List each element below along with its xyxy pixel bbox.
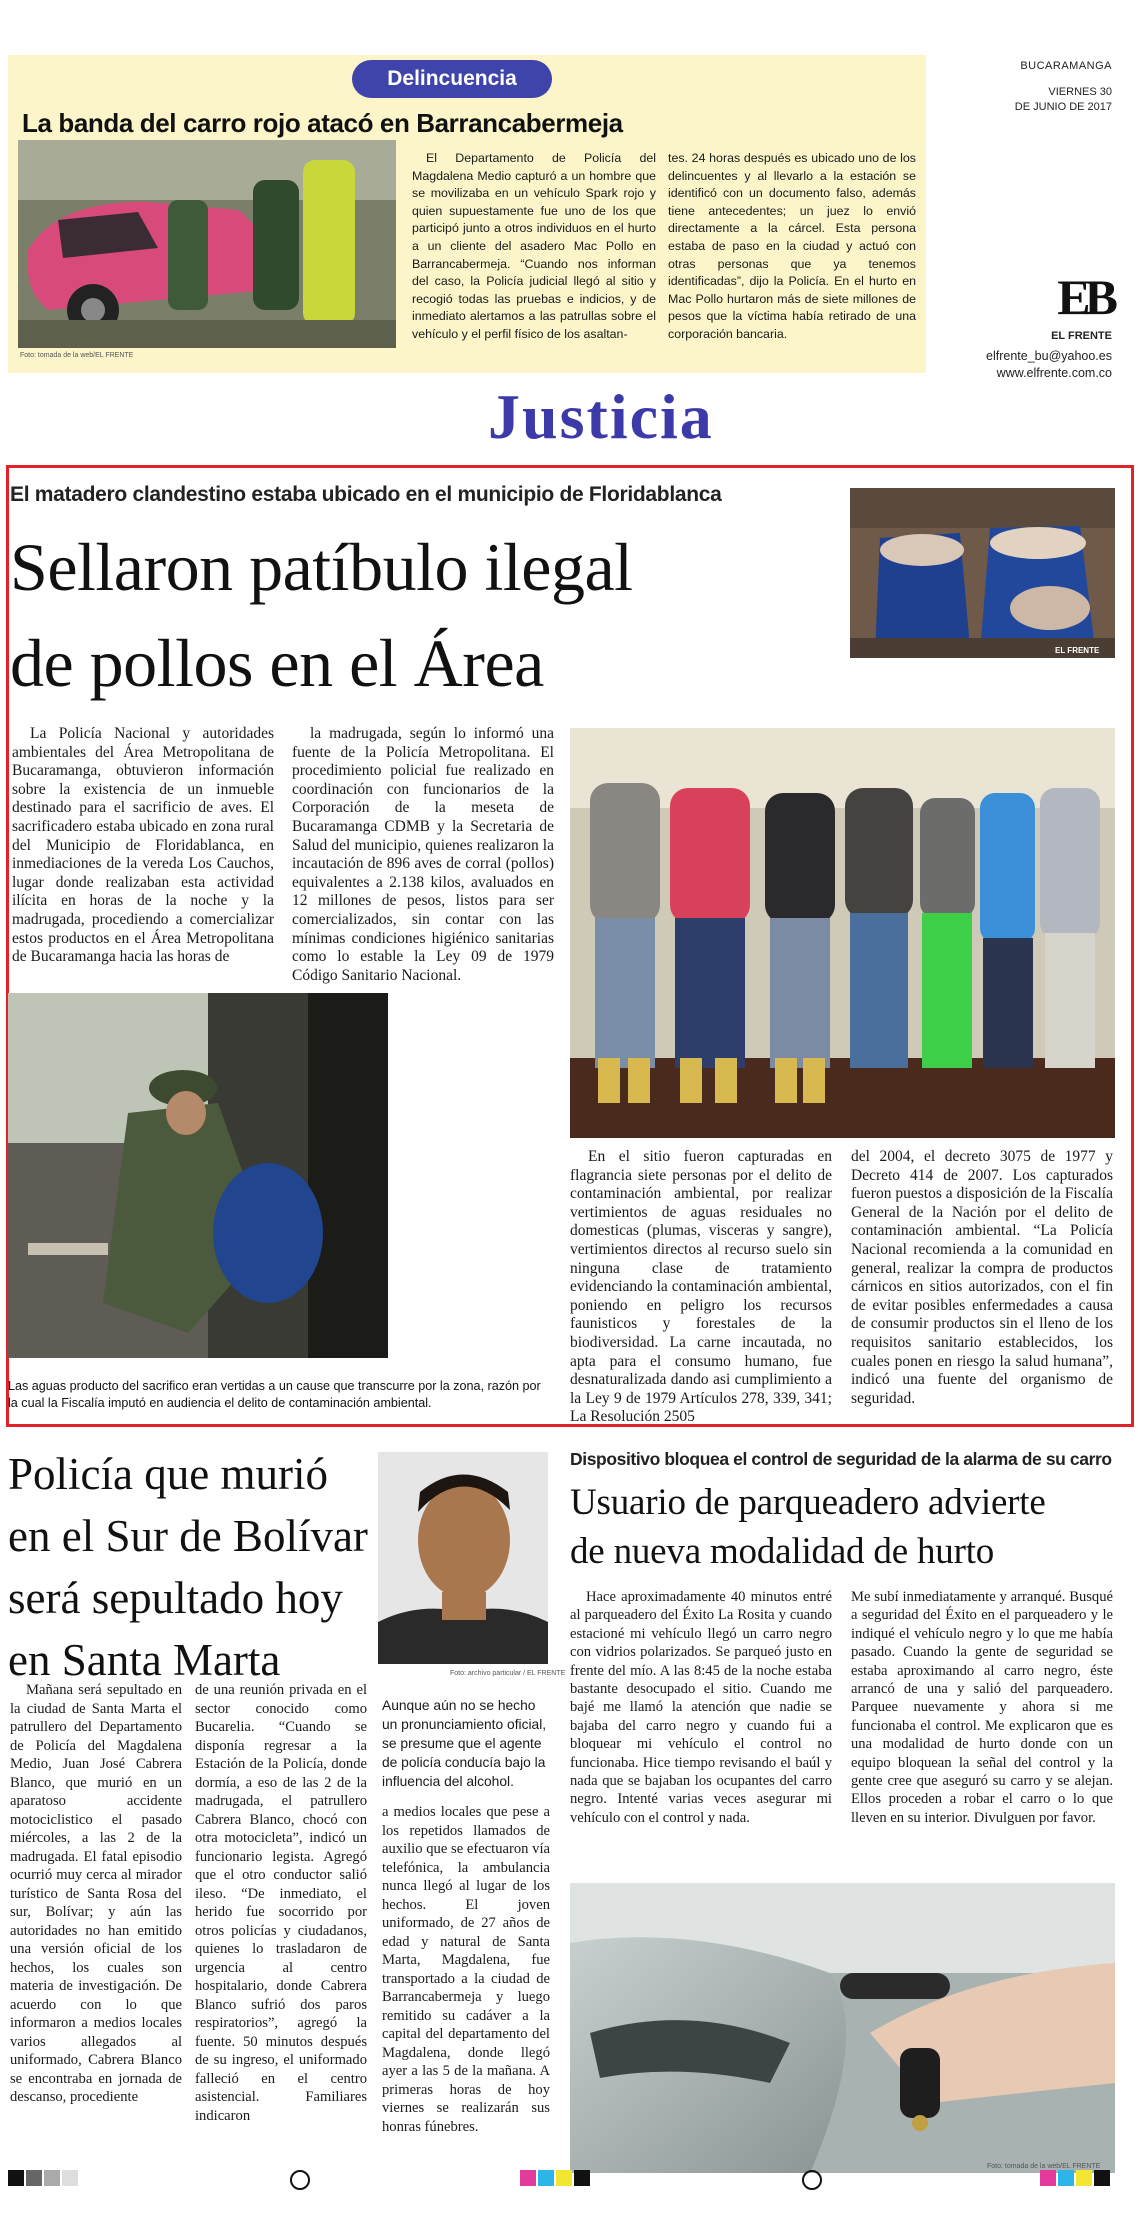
parking-kicker: Dispositivo bloquea el control de seguridad de la alarma de su carro [570, 1449, 1112, 1469]
section-banner: Justicia [488, 381, 714, 452]
police-headline-line-3: será sepultado hoy [8, 1573, 343, 1623]
photo-credit: Foto: tomada de la web/EL FRENTE [987, 2163, 1101, 2170]
parking-headline-line-1: Usuario de parqueadero advierte [570, 1482, 1046, 1523]
website: www.elfrente.com.co [996, 366, 1112, 380]
teaser-column-1: El Departamento de Policía del Magdalena Medio capturó a un hombre que se movilizaba en un vehículo Spark rojo y quien supuestamente fue uno de los que participó junto a otros individuos en el hurto a un cliente del asadero Mac Pollo en Barrancabermeja. “Cuando nos informan del caso, la Policía judicial llegó al sitio y recogió todas las pruebas e indicios, y de inmediato alertamos a las patrullas sobre el vehículo y el perfil físico de los asaltan- [412, 151, 656, 341]
photo-credit: Foto: tomada de la web/EL FRENTE [20, 352, 134, 359]
police-officer-portrait [378, 1452, 548, 1664]
teaser-column-2: tes. 24 horas después es ubicado uno de los delincuentes y al llevarlo a la estación se identificó con un documento falso, además tiene antecedentes; un juez lo envió directamente a la cárcel. Esta persona estaba de paso en la ciudad y actuó con otras personas que ya tenemos identificadas”, dijo la Policía. En el hurto en Mac Pollo hurtaron más de siete millones de pesos que la víctima había retirado de una corporación bancaria. [668, 151, 916, 341]
article-headline-line-2: de pollos en el Área [10, 625, 544, 701]
parking-column-2: Me subí inmediatamente y arranqué. Busqué a seguridad del Éxito en el parqueadero y le indiqué el vehículo negro y lo que me había pasado. Cuando la gente de seguridad se estaba aproximando al carro negro, éste arrancó de una y salió del parqueadero. Parquee nuevamente y ahora si me funcionaba el control. Me explicaron que es una modalidad de hurto donde con un equipo bloquean la señal del control y la gente cree que aseguró su carro y se alejan. Ellos proceden a robar el carro o lo que lleven en su interior. Divulguen por favor. [851, 1589, 1113, 1826]
main-column-2: la madrugada, según lo informó una fuente de la Policía Metropolitana. El procedimiento policial fue realizado en coordinación con funcionarios de la Corporación de la meseta de Bucaramanga CDMB y la Secretaria de Salud del municipio, quienes realizaron la incautación de 896 aves de corral (pollos) equivalentes a 2.138 kilos, avaluados en 12 millones de pesos, listos para ser comercializados, sin contar con las mínimas condiciones higiénico sanitarias como lo estable la Ley 09 de 1979 Código Sanitario Nacional. [292, 725, 554, 984]
color-bar-right [1040, 2170, 1130, 2190]
main-column-1: La Policía Nacional y autoridades ambientales del Área Metropolitana de Bucaramanga, obtuvieron información sobre la existencia de un inmueble destinado para el sacrificio de aves. El sacrificadero estaba ubicado en zona rural del Municipio de Floridablanca, en inmediaciones de la vereda Los Cauchos, lugar donde realizaban esta actividad ilícita en horas de la noche y la madrugada, procediendo a comercializar estos productos en el Área Metropolitana de Bucaramanga hacia las horas de [12, 725, 274, 966]
photo-credit: EL FRENTE [1055, 646, 1100, 655]
teaser-title: La banda del carro rojo atacó en Barrancabermeja [22, 108, 623, 138]
main-column-3: En el sitio fueron capturadas en flagrancia siete personas por el delito de contaminación ambiental, por realizar vertimientos de aguas residuales no domesticas (plumas, visceras y sangre), vertimientos directos al recurso suelo sin ninguna clase de tratamiento evidenciando la contaminación ambiental, poniendo en peligro los recursos faunisticos y forestales de la biodiversidad. La carne incautada, no apta para el consumo humano, fue desnaturalizada dando asi cumplimiento a la Ley 9 de 1979 Artículos 278, 339, 341; La Resolución 2505 [570, 1148, 832, 1426]
date-weekday: VIERNES 30 [1048, 86, 1112, 98]
parking-headline-line-2: de nueva modalidad de hurto [570, 1531, 995, 1572]
officer-photo [8, 993, 388, 1358]
police-headline-line-4: en Santa Marta [8, 1635, 281, 1685]
photo-caption: Las aguas producto del sacrifico eran vertidas a un cause que transcurre por la zona, razón por la cual la Fiscalía imputó en audiencia el delito de contaminación ambiental. [8, 1379, 541, 1411]
police-column-1: Mañana será sepultado en la ciudad de Santa Marta el patrullero del Departamento de Policía del Magdalena Medio, Juan José Cabrera Blanco, que murió en un aparatoso accidente motociclistico el pasado miércoles, a las 2 de la madrugada. El fatal episodio ocurrió muy cerca al mirador turístico de Santa Rosa del sur, Bolívar; y aún las autoridades no han emitido una versión oficial de los hechos, los cuales son materia de investigación. De acuerdo con lo que informaron a medios locales varios allegados al uniformado, Cabrera Blanco se encontraba en jornada de descanso, procediente [10, 1682, 182, 2105]
main-column-4: del 2004, el decreto 3075 de 1977 y Decreto 414 de 2007. Los capturados fueron puestos a disposición de la Fiscalía General de la Nación por el delito de contaminación ambiental. “La Policía Nacional recomienda a la comunidad en general, realizar la compra de productos cárnicos en sitios autorizados, con el fin de evitar posibles enfermedades a causa de consumir productos sin el lleno de los requisitos sanitario establecidos, los cuales ponen en riesgo la salud humana”, indicó una fuente del organismo de seguridad. [851, 1148, 1113, 1407]
article-kicker: El matadero clandestino estaba ubicado en el municipio de Floridablanca [10, 483, 722, 506]
contact-email: elfrente_bu@yahoo.es [986, 349, 1112, 363]
newspaper-logo: EB [1057, 269, 1112, 325]
color-bar-left [8, 2170, 308, 2190]
section-label-delincuencia: Delincuencia [352, 60, 552, 98]
newspaper-name: EL FRENTE [1051, 330, 1112, 342]
color-bar-middle [520, 2170, 610, 2190]
police-column-3: a medios locales que pese a los repetidos llamados de auxilio que se efectuaron vía telefónica, la ambulancia nunca llegó al lugar de los hechos. El joven uniformado, de 27 años de edad y natural de Santa Marta, Magdalena, fue transportado a la ciudad de Barrancabermeja y luego remitido su cadáver a la capital del departamento del Magdalena, donde llegó ayer a las 5 de la mañana. A primeras horas de hoy viernes se realizarán sus honras fúnebres. [382, 1804, 550, 2135]
photo-note: Aunque aún no se hecho un pronunciamiento oficial, se presume que el agente de policía conducía bajo la influencia del alcohol. [382, 1698, 547, 1789]
detainees-photo [570, 728, 1115, 1138]
chicken-bags-photo [850, 488, 1115, 658]
article-headline-line-1: Sellaron patíbulo ilegal [10, 529, 633, 605]
police-headline-line-2: en el Sur de Bolívar [8, 1511, 368, 1561]
registration-mark-icon [290, 2170, 310, 2190]
date-full: DE JUNIO DE 2017 [1014, 101, 1112, 113]
city: BUCARAMANGA [1020, 60, 1112, 72]
police-headline-line-1: Policía que murió [8, 1449, 328, 1499]
registration-mark-icon [802, 2170, 822, 2190]
red-car-photo [18, 140, 396, 348]
car-key-photo [570, 1883, 1115, 2173]
photo-credit: Foto: tomada de la web/EL FRENTE [450, 1362, 564, 1369]
parking-column-1: Hace aproximadamente 40 minutos entré al parqueadero del Éxito La Rosita y cuando estacioné mi vehículo llegó un carro negro con vidrios polarizados. Se parqueó justo en frente del mío. A las 8:45 de la noche estaba bastante desocupado el sitio. Cuando me bajé me llamó la atención que nadie se bajaba del carro negro y cuando fui a bloquear mi vehículo el control no funcionaba. Hice tiempo revisando el baúl y nada que se bajaban los ocupantes del carro negro. Intenté varias veces asegurar mi vehículo con el control y nada. [570, 1589, 832, 1826]
photo-credit: Foto: archivo particular / EL FRENTE [450, 1670, 566, 1677]
police-column-2: de una reunión privada en el sector conocido como Bucarelia. “Cuando se disponía regresar a la Estación de la Policía, donde dormía, a eso de las 2 de la madrugada, el patrullero Cabrera Blanco, chocó con otra motocicleta”, indicó un funcionario legista. Agregó que el otro conductor salió ileso. “De inmediato, el herido fue socorrido por otros policías y ciudadanos, quienes lo trasladaron de urgencia al centro hospitalario, donde Cabrera Blanco sufrió dos paros respiratorios”, agregó la fuente. 50 minutos después de su ingreso, el uniformado falleció en el centro asistencial. Familiares indicaron [195, 1682, 367, 2124]
